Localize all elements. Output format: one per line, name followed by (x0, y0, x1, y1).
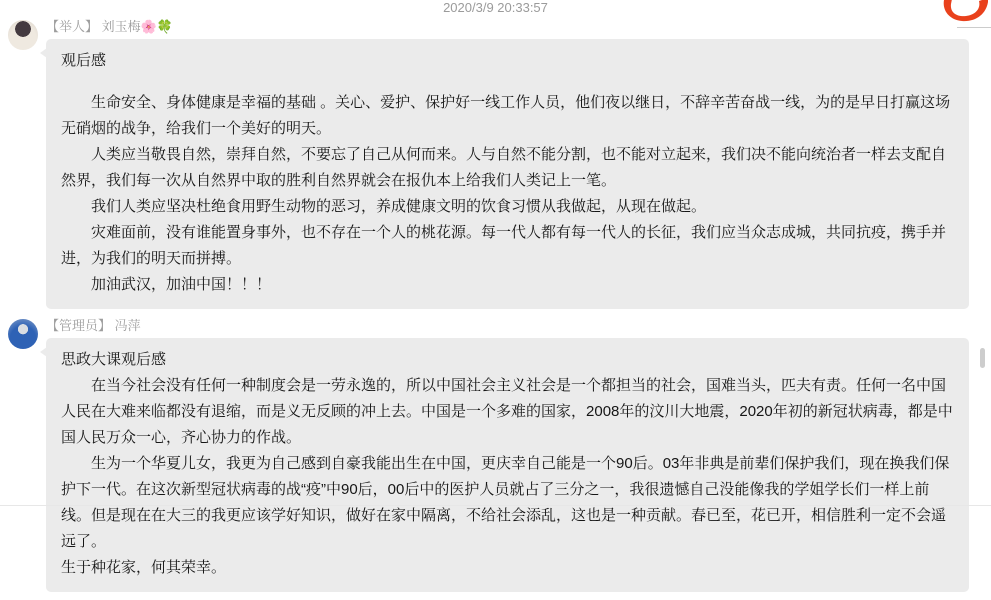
message-paragraph: 人类应当敬畏自然，崇拜自然，不要忘了自己从何而来。人与自然不能分割，也不能对立起来，我们决不能向统治者一样去支配自然界，我们每一次从自然界中取的胜利自然界就会在报仇本上给我们人类记上一笔。 (61, 146, 947, 189)
message-paragraph: 我们人类应坚决杜绝食用野生动物的恶习，养成健康文明的饮食习惯从我做起，从现在做起。 (61, 198, 707, 215)
message-paragraph: 观后感 (61, 52, 107, 69)
message-list (0, 18, 991, 600)
sender-name: 【管理员】 冯萍 (46, 318, 141, 333)
avatar-feng-ping[interactable] (8, 319, 38, 349)
sender-name: 【举人】 刘玉梅🌸🍀 (46, 19, 173, 34)
chat-message (0, 18, 991, 309)
message-paragraph: 思政大课观后感 (61, 351, 167, 368)
divider (0, 505, 991, 506)
chat-message (0, 317, 991, 592)
scrollbar-thumb[interactable] (980, 348, 985, 368)
message-paragraph: 生命安全、身体健康是幸福的基础 。关心、爱护、保护好一线工作人员，他们夜以继日，不辞辛苦奋战一线，为的是早日打赢这场无硝烟的战争，给我们一个美好的明天。 (61, 94, 951, 137)
avatar-liu-yumei[interactable] (8, 20, 38, 50)
message-bubble[interactable] (46, 338, 969, 592)
message-paragraph: 加油武汉，加油中国！！！ (61, 276, 272, 293)
message-paragraph: 在当今社会没有任何一种制度会是一劳永逸的，所以中国社会主义社会是一个都担当的社会，国难当头，匹夫有责。任何一名中国人民在大难来临都没有退缩，而是义无反顾的冲上去。中国是一个多难的国家，2008年的汶川大地震，2020年初的新冠状病毒，都是中国人民万众一心，齐心协力的作战。 (61, 377, 953, 446)
message-paragraph: 生为一个华夏儿女，我更为自己感到自豪我能出生在中国，更庆幸自己能是一个90后。03年非典是前辈们保护我们，现在换我们保护下一代。在这次新型冠状病毒的战“疫”中90后，00后中的医护人员就占了三分之一，我很遗憾自己没能像我的学姐学长们一样上前线。但是现在在大三的我更应该学好知识，做好在家中隔离，不给社会添乱，这也是一种贡献。春已至，花已开，相信胜利一定不会遥远了。 (61, 455, 950, 550)
message-paragraph: 生于种花家，何其荣幸。 (61, 559, 227, 576)
message-bubble[interactable] (46, 39, 969, 309)
bubble-tail (40, 48, 47, 58)
message-paragraph: 灾难面前，没有谁能置身事外，也不存在一个人的桃花源。每一代人都有每一代人的长征，我们应当众志成城，共同抗疫，携手并进，为我们的明天而拼搏。 (61, 224, 947, 267)
bubble-tail (40, 347, 47, 357)
timestamp: 2020/3/9 20:33:57 (443, 0, 548, 15)
